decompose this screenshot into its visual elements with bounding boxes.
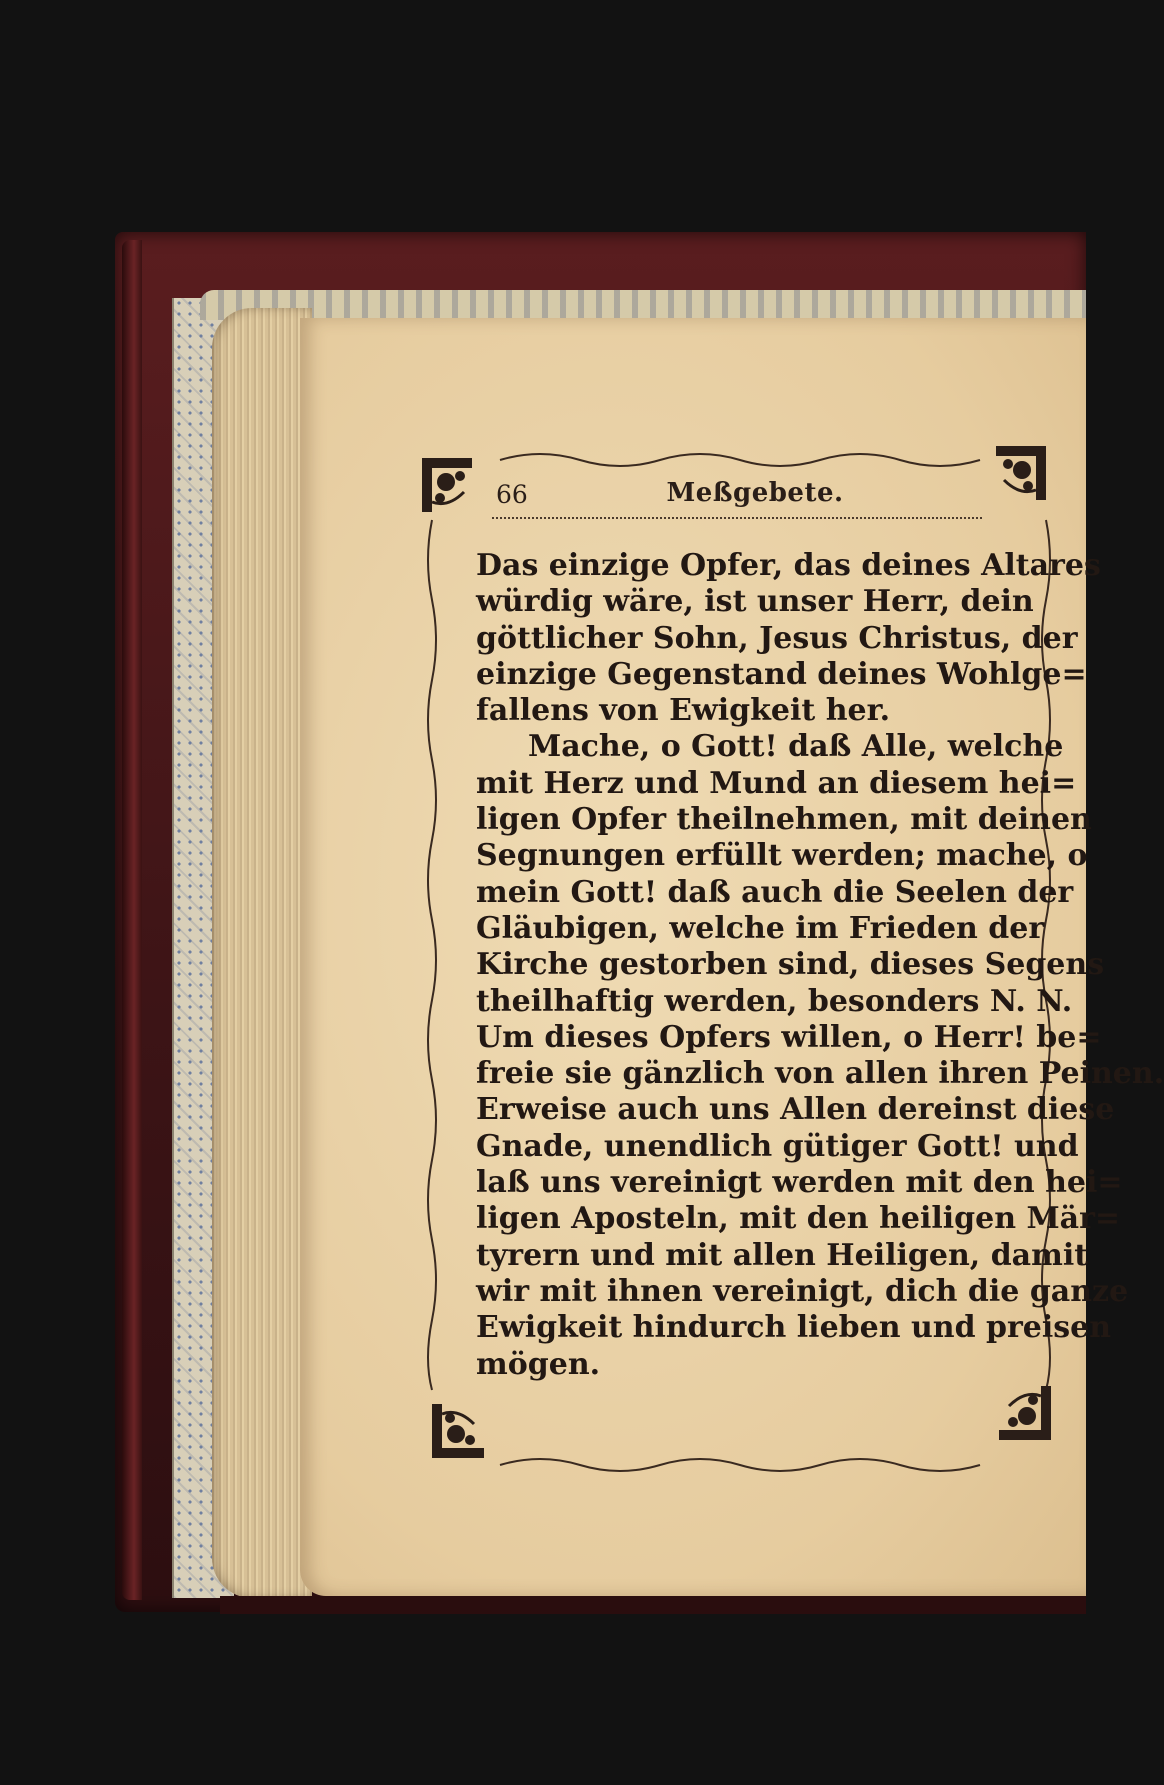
floral-corner-top-right-icon bbox=[990, 440, 1050, 506]
text-line: mögen. bbox=[476, 1346, 601, 1382]
text-line: Gläubigen, welche im Frieden der bbox=[476, 910, 1045, 946]
page-number: 66 bbox=[496, 480, 528, 509]
text-line: wir mit ihnen vereinigt, dich die ganze bbox=[476, 1273, 1129, 1309]
text-line: laß uns vereinigt werden mit den hei= bbox=[476, 1165, 1123, 1201]
text-line: ligen Aposteln, mit den heiligen Mär= bbox=[476, 1201, 1121, 1237]
text-line: göttlicher Sohn, Jesus Christus, der bbox=[476, 620, 1078, 656]
book-spine-edge bbox=[122, 240, 142, 1600]
floral-corner-bottom-left-icon bbox=[428, 1398, 488, 1464]
text-line: Gnade, unendlich gütiger Gott! und bbox=[476, 1128, 1079, 1164]
page-block-edge bbox=[212, 308, 312, 1598]
text-line: mit Herz und Mund an diesem hei= bbox=[476, 765, 1077, 801]
text-line: einzige Gegenstand deines Wohlge= bbox=[476, 656, 1087, 692]
text-line: freie sie gänzlich von allen ihren Peinen. bbox=[476, 1056, 1164, 1092]
text-line: Das einzige Opfer, das deines Altares bbox=[476, 548, 1101, 583]
floral-corner-bottom-right-icon bbox=[995, 1380, 1055, 1446]
text-line: Mache, o Gott! daß Alle, welche bbox=[528, 729, 1064, 765]
cover-bottom-edge bbox=[220, 1596, 1086, 1614]
prayer-text bbox=[476, 548, 1164, 1383]
top-endpaper-strip bbox=[200, 290, 1086, 320]
header-divider bbox=[492, 517, 982, 519]
text-line: Erweise auch uns Allen dereinst diese bbox=[476, 1092, 1115, 1128]
text-line: mein Gott! daß auch die Seelen der bbox=[476, 874, 1074, 910]
text-line: theilhaftig werden, besonders N. N. bbox=[476, 983, 1073, 1019]
text-line: tyrern und mit allen Heiligen, damit bbox=[476, 1237, 1089, 1273]
running-title: Meßgebete. bbox=[666, 478, 844, 508]
text-line: fallens von Ewigkeit her. bbox=[476, 693, 891, 729]
text-line: würdig wäre, ist unser Herr, dein bbox=[476, 584, 1034, 620]
text-line: ligen Opfer theilnehmen, mit deinen bbox=[476, 802, 1092, 838]
text-line: Um dieses Opfers willen, o Herr! be= bbox=[476, 1019, 1102, 1055]
text-line: Ewigkeit hindurch lieben und preisen bbox=[476, 1310, 1112, 1346]
text-line: Segnungen erfüllt werden; mache, o bbox=[476, 838, 1088, 874]
text-line: Kirche gestorben sind, dieses Segens bbox=[476, 947, 1105, 983]
